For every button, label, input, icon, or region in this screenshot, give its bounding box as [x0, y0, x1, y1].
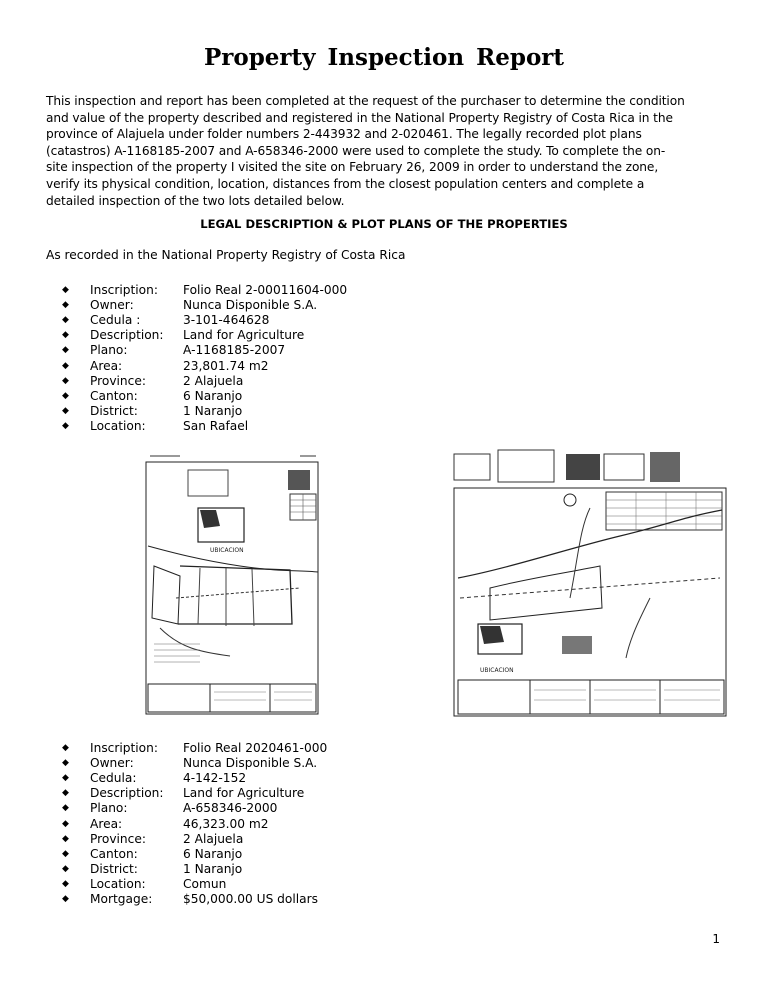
intro-line: (catastros) A-1168185-2007 and A-658346-2000 were used to complete the study. To complete the on- [46, 143, 666, 158]
plot-plan-image-1 [140, 448, 324, 716]
list-item [62, 862, 327, 877]
list-item [62, 297, 347, 312]
item-value: 23,801.74 m2 [183, 358, 269, 373]
list-item [62, 312, 347, 327]
bullet-icon: ◆ [62, 757, 69, 768]
item-label: Owner: [90, 755, 134, 770]
bullet-icon: ◆ [62, 864, 69, 875]
list-item [62, 282, 347, 297]
item-label: Canton: [90, 846, 138, 861]
list-item [62, 755, 327, 770]
bullet-icon: ◆ [62, 848, 69, 859]
item-value: Nunca Disponible S.A. [183, 297, 318, 312]
list-item [62, 388, 347, 403]
registry-line: As recorded in the National Property Registry of Costa Rica [46, 248, 406, 262]
list-item [62, 343, 347, 358]
property1-details [62, 282, 347, 434]
list-item [62, 801, 327, 816]
bullet-icon: ◆ [62, 330, 69, 341]
list-item [62, 786, 327, 801]
item-value: Folio Real 2020461-000 [183, 740, 328, 755]
ubicacion-label: UBICACION [210, 547, 244, 554]
list-item [62, 419, 347, 434]
item-value: 46,323.00 m2 [183, 816, 269, 831]
bullet-icon: ◆ [62, 299, 69, 310]
item-label: Description: [90, 786, 164, 801]
item-value: $50,000.00 US dollars [183, 892, 318, 907]
item-label: Province: [90, 831, 146, 846]
item-label: Area: [90, 358, 123, 373]
list-item [62, 358, 347, 373]
report-title: Property Inspection Report [203, 44, 565, 71]
page-number: 1 [712, 932, 720, 946]
item-label: Plano: [90, 343, 128, 358]
item-value: 6 Naranjo [183, 846, 243, 861]
item-label: Location: [90, 419, 146, 434]
bullet-icon: ◆ [62, 375, 69, 386]
item-label: Canton: [90, 388, 138, 403]
list-item [62, 373, 347, 388]
bullet-icon: ◆ [62, 406, 69, 417]
item-label: Mortgage: [90, 892, 153, 907]
bullet-icon: ◆ [62, 421, 69, 432]
item-value: 1 Naranjo [183, 862, 243, 877]
intro-line: province of Alajuela under folder numbers 2-443932 and 2-020461. The legally recorded plot plans [46, 127, 642, 142]
bullet-icon: ◆ [62, 772, 69, 783]
property2-details [62, 740, 327, 907]
plot-plan-image-2 [450, 448, 728, 718]
bullet-icon: ◆ [62, 345, 69, 356]
item-label: Province: [90, 373, 146, 388]
list-item [62, 404, 347, 419]
item-label: Location: [90, 877, 146, 892]
bullet-icon: ◆ [62, 879, 69, 890]
list-item [62, 877, 327, 892]
section-heading: LEGAL DESCRIPTION & PLOT PLANS OF THE PROPERTIES [200, 217, 568, 231]
item-value: 2 Alajuela [183, 373, 244, 388]
item-label: Inscription: [90, 282, 158, 297]
item-label: Owner: [90, 297, 134, 312]
list-item [62, 816, 327, 831]
item-value: Nunca Disponible S.A. [183, 755, 318, 770]
item-value: Folio Real 2-00011604-000 [183, 282, 348, 297]
list-item [62, 846, 327, 861]
intro-line: site inspection of the property I visited the site on February 26, 2009 in order to understand the zone, [46, 160, 659, 175]
item-label: Inscription: [90, 740, 158, 755]
intro-line: and value of the property described and registered in the National Property Registry of Costa Rica in the [46, 110, 673, 125]
intro-line: This inspection and report has been completed at the request of the purchaser to determine the condition [46, 94, 685, 108]
list-item [62, 892, 327, 907]
intro-paragraph [46, 93, 726, 209]
item-value: A-658346-2000 [183, 801, 278, 816]
item-value: Comun [183, 877, 227, 892]
item-value: 2 Alajuela [183, 831, 244, 846]
item-label: Plano: [90, 801, 128, 816]
item-label: Cedula : [90, 312, 141, 327]
item-label: Area: [90, 816, 123, 831]
item-value: 3-101-464628 [183, 312, 270, 327]
bullet-icon: ◆ [62, 894, 69, 905]
bullet-icon: ◆ [62, 284, 69, 295]
list-item [62, 770, 327, 785]
bullet-icon: ◆ [62, 390, 69, 401]
bullet-icon: ◆ [62, 742, 69, 753]
bullet-icon: ◆ [62, 803, 69, 814]
list-item [62, 831, 327, 846]
bullet-icon: ◆ [62, 833, 69, 844]
plot-plan-drawing [140, 448, 324, 716]
item-label: Cedula: [90, 770, 137, 785]
item-label: District: [90, 862, 138, 877]
ubicacion-label: UBICACION [480, 667, 514, 674]
item-value: 1 Naranjo [183, 404, 243, 419]
item-label: Description: [90, 328, 164, 343]
bullet-icon: ◆ [62, 314, 69, 325]
plot-plan-drawing [450, 448, 728, 718]
bullet-icon: ◆ [62, 360, 69, 371]
bullet-icon: ◆ [62, 818, 69, 829]
list-item [62, 740, 327, 755]
intro-line: verify its physical condition, location, distances from the closest population centers and complete a [46, 176, 645, 191]
item-value: San Rafael [183, 419, 249, 434]
item-value: Land for Agriculture [183, 328, 305, 343]
intro-line: detailed inspection of the two lots detailed below. [46, 193, 345, 208]
bullet-icon: ◆ [62, 788, 69, 799]
item-value: 6 Naranjo [183, 388, 243, 403]
list-item [62, 328, 347, 343]
item-label: District: [90, 404, 138, 419]
item-value: Land for Agriculture [183, 786, 305, 801]
item-value: 4-142-152 [183, 770, 247, 785]
item-value: A-1168185-2007 [183, 343, 286, 358]
